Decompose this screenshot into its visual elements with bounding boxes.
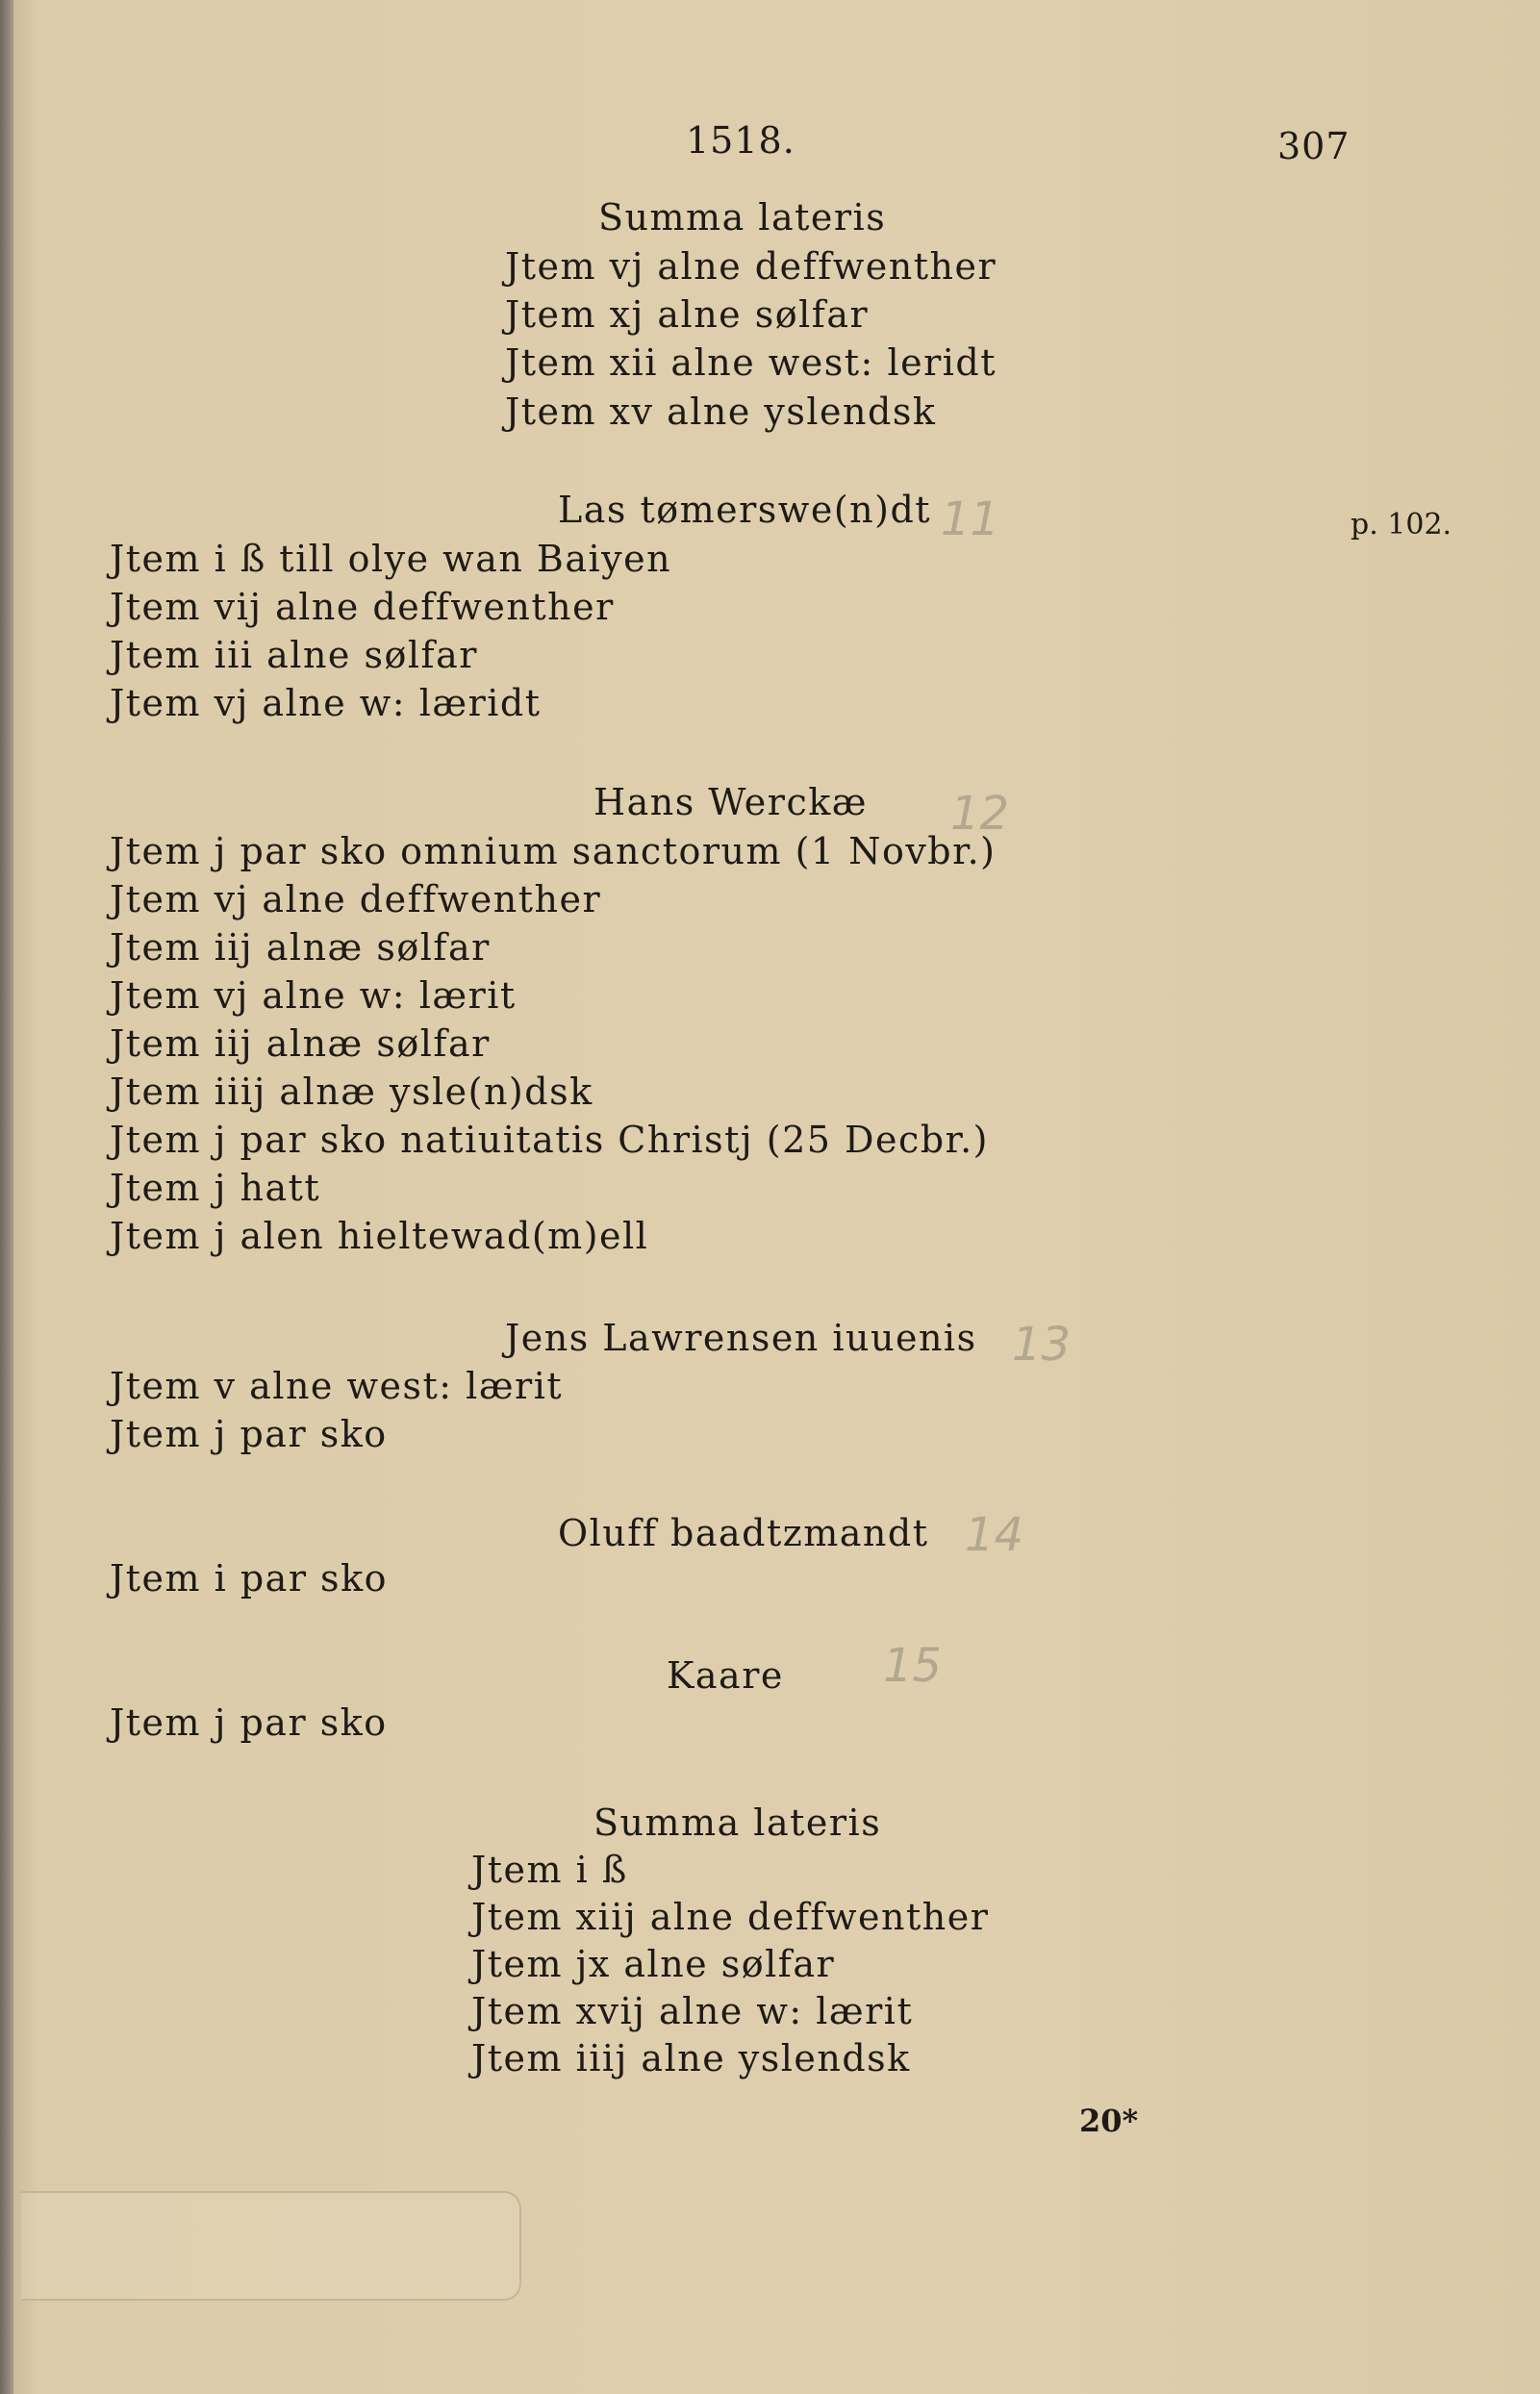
entry-line: Jtem v alne west: lærit bbox=[110, 1365, 564, 1407]
entry-line: Jtem j par sko omnium sanctorum (1 Novbr.) bbox=[110, 830, 997, 872]
person-heading-hans: Hans Werckæ bbox=[593, 781, 868, 823]
signature-mark: 20* bbox=[1079, 2103, 1139, 2139]
summa-heading-2: Summa lateris bbox=[593, 1802, 882, 1844]
entry-line: Jtem j alen hieltewad(m)ell bbox=[110, 1215, 649, 1257]
entry-line: Jtem i ß bbox=[471, 1849, 628, 1891]
entry-line: Jtem j par sko bbox=[110, 1701, 388, 1744]
margin-page-reference: p. 102. bbox=[1351, 508, 1452, 542]
entry-line: Jtem i ß till olye wan Baiyen bbox=[110, 538, 672, 580]
pencil-number-mark: 15 bbox=[883, 1639, 943, 1693]
entry-line: Jtem vj alne w: lærit bbox=[110, 974, 517, 1017]
entry-line: Jtem xv alne yslendsk bbox=[505, 391, 937, 433]
entry-line: Jtem j hatt bbox=[110, 1167, 321, 1209]
entry-line: Jtem j par sko bbox=[110, 1413, 388, 1455]
pencil-number-mark: 13 bbox=[1012, 1318, 1072, 1372]
entry-line: Jtem vj alne deffwenther bbox=[505, 245, 997, 288]
entry-line: Jtem xiij alne deffwenther bbox=[471, 1896, 990, 1938]
entry-line: Jtem xvij alne w: lærit bbox=[471, 1990, 914, 2032]
entry-line: Jtem i par sko bbox=[110, 1557, 388, 1600]
entry-line: Jtem vj alne w: læridt bbox=[110, 682, 542, 724]
person-heading-jens: Jens Lawrensen iuuenis bbox=[505, 1317, 977, 1359]
entry-line: Jtem iiij alne yslendsk bbox=[471, 2037, 911, 2079]
page-number: 307 bbox=[1277, 125, 1351, 167]
entry-line: Jtem xii alne west: leridt bbox=[505, 341, 997, 384]
entry-line: Jtem jx alne sølfar bbox=[471, 1943, 836, 1985]
entry-line: Jtem iij alnæ sølfar bbox=[110, 926, 491, 969]
entry-line: Jtem vj alne deffwenther bbox=[110, 878, 602, 920]
summa-heading-1: Summa lateris bbox=[598, 196, 887, 239]
entry-line: Jtem iii alne sølfar bbox=[110, 634, 478, 676]
pencil-number-mark: 11 bbox=[941, 492, 1000, 546]
page-tab-flap bbox=[21, 2191, 521, 2301]
person-heading-kaare: Kaare bbox=[667, 1654, 784, 1697]
page-binding-edge bbox=[0, 0, 13, 2394]
entry-line: Jtem vij alne deffwenther bbox=[110, 586, 615, 628]
entry-line: Jtem iij alnæ sølfar bbox=[110, 1022, 491, 1065]
pencil-number-mark: 12 bbox=[950, 787, 1010, 841]
pencil-number-mark: 14 bbox=[965, 1508, 1024, 1562]
entry-line: Jtem j par sko natiuitatis Christj (25 Decbr.) bbox=[110, 1119, 989, 1161]
running-head-year: 1518. bbox=[686, 119, 795, 162]
entry-line: Jtem xj alne sølfar bbox=[505, 293, 870, 336]
entry-line: Jtem iiij alnæ ysle(n)dsk bbox=[110, 1071, 593, 1113]
person-heading-las: Las tømerswe(n)dt bbox=[558, 489, 932, 531]
person-heading-oluff: Oluff baadtzmandt bbox=[558, 1512, 929, 1554]
